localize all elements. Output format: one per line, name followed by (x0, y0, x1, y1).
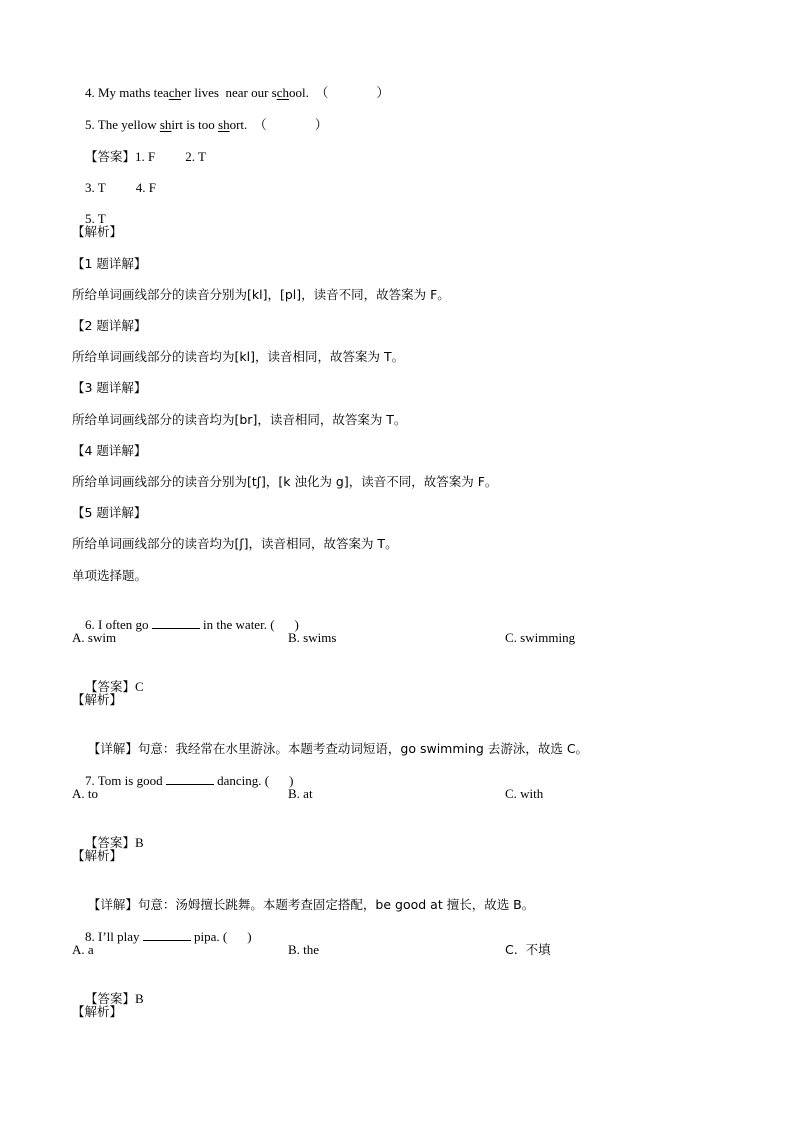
detail-4-body: 所给单词画线部分的读音分别为[tʃ]，[k 浊化为 g]，读音不同，故答案为 F。 (72, 474, 498, 489)
q6-text-post: in the water. ( (199, 617, 275, 632)
q4-text-post: ool. （ (289, 85, 329, 100)
q6-close: ) (294, 617, 299, 632)
q8-text-pre: 8. I’ll play (85, 929, 143, 944)
detail-2-body: 所给单词画线部分的读音均为[kl]，读音相同，故答案为 T。 (72, 349, 405, 364)
q7-analysis-tag: 【解析】 (72, 848, 123, 863)
answer-tag: 【答案】 (85, 149, 136, 164)
detail-3-body: 所给单词画线部分的读音均为[br]，读音相同，故答案为 T。 (72, 412, 407, 427)
q4-underlined-2: ch (276, 85, 289, 100)
q6-option-b: B. swims (288, 630, 337, 645)
detail-3-head: 【3 题详解】 (72, 380, 147, 395)
q5-close-bracket: ） (314, 117, 328, 132)
answer-3: 3. T (85, 180, 106, 195)
q5-text-pre: 5. The yellow (85, 117, 160, 132)
analysis-tag: 【解析】 (72, 224, 123, 239)
answer-4: 4. F (135, 180, 156, 195)
q7-close: ) (289, 773, 294, 788)
q5-text-post: ort. （ (229, 117, 267, 132)
question-7 (72, 754, 293, 808)
detail-5-head: 【5 题详解】 (72, 505, 147, 520)
q6-detail-tag: 【详解】 (87, 741, 138, 756)
q8-option-b: B. the (288, 942, 320, 957)
q6-answer-tag: 【答案】 (85, 679, 136, 694)
q6-option-c: C. swimming (505, 630, 576, 645)
answer-2: 2. T (185, 149, 206, 164)
detail-1-head: 【1 题详解】 (72, 256, 147, 271)
q8-answer-tag: 【答案】 (85, 991, 136, 1006)
q4-close-bracket: ） (376, 85, 390, 100)
q4-text-mid: er lives near our s (181, 85, 277, 100)
q7-option-b: B. at (288, 786, 313, 801)
q5-underlined-1: sh (159, 117, 172, 132)
q7-text-post: dancing. ( (213, 773, 270, 788)
q8-close: ) (247, 929, 252, 944)
detail-5-body: 所给单词画线部分的读音均为[ʃ]，读音相同，故答案为 T。 (72, 536, 398, 551)
q8-blank (143, 928, 191, 941)
q4-underlined-1: ch (168, 85, 182, 100)
detail-1-body: 所给单词画线部分的读音分别为[kl]，[pl]，读音不同，故答案为 F。 (72, 287, 450, 302)
answer-5: 5. T (85, 211, 106, 226)
q8-option-c: C. 不填 (505, 942, 551, 957)
q4-text-pre: 4. My maths tea (85, 85, 169, 100)
q7-blank (166, 772, 214, 785)
q8-answer-value: B (135, 991, 144, 1006)
q6-analysis-tag: 【解析】 (72, 692, 123, 707)
question-8 (72, 910, 252, 964)
q7-detail-text: 句意：汤姆擅长跳舞。本题考查固定搭配，be good at 擅长，故选 B。 (137, 897, 535, 912)
q7-answer-value: B (135, 835, 144, 850)
q8-analysis-tag: 【解析】 (72, 1004, 123, 1019)
q6-blank (152, 616, 200, 629)
q7-answer-tag: 【答案】 (85, 835, 136, 850)
q7-option-c: C. with (505, 786, 544, 801)
q5-underlined-2: sh (218, 117, 230, 132)
detail-2-head: 【2 题详解】 (72, 318, 147, 333)
q5-text-mid: irt is too (171, 117, 219, 132)
q7-text-pre: 7. Tom is good (85, 773, 166, 788)
q6-answer-value: C (135, 679, 144, 694)
q8-text-post: pipa. ( (190, 929, 228, 944)
q7-option-a: A. to (72, 786, 98, 801)
q7-detail-tag: 【详解】 (87, 897, 138, 912)
q6-text-pre: 6. I often go (85, 617, 152, 632)
q6-detail-text: 句意：我经常在水里游泳。本题考查动词短语，go swimming 去游泳，故选 C。 (137, 741, 589, 756)
q8-option-a: A. a (72, 942, 94, 957)
detail-4-head: 【4 题详解】 (72, 443, 147, 458)
q6-option-a: A. swim (72, 630, 117, 645)
section-title: 单项选择题。 (72, 568, 148, 583)
answer-1: 1. F (135, 149, 156, 164)
